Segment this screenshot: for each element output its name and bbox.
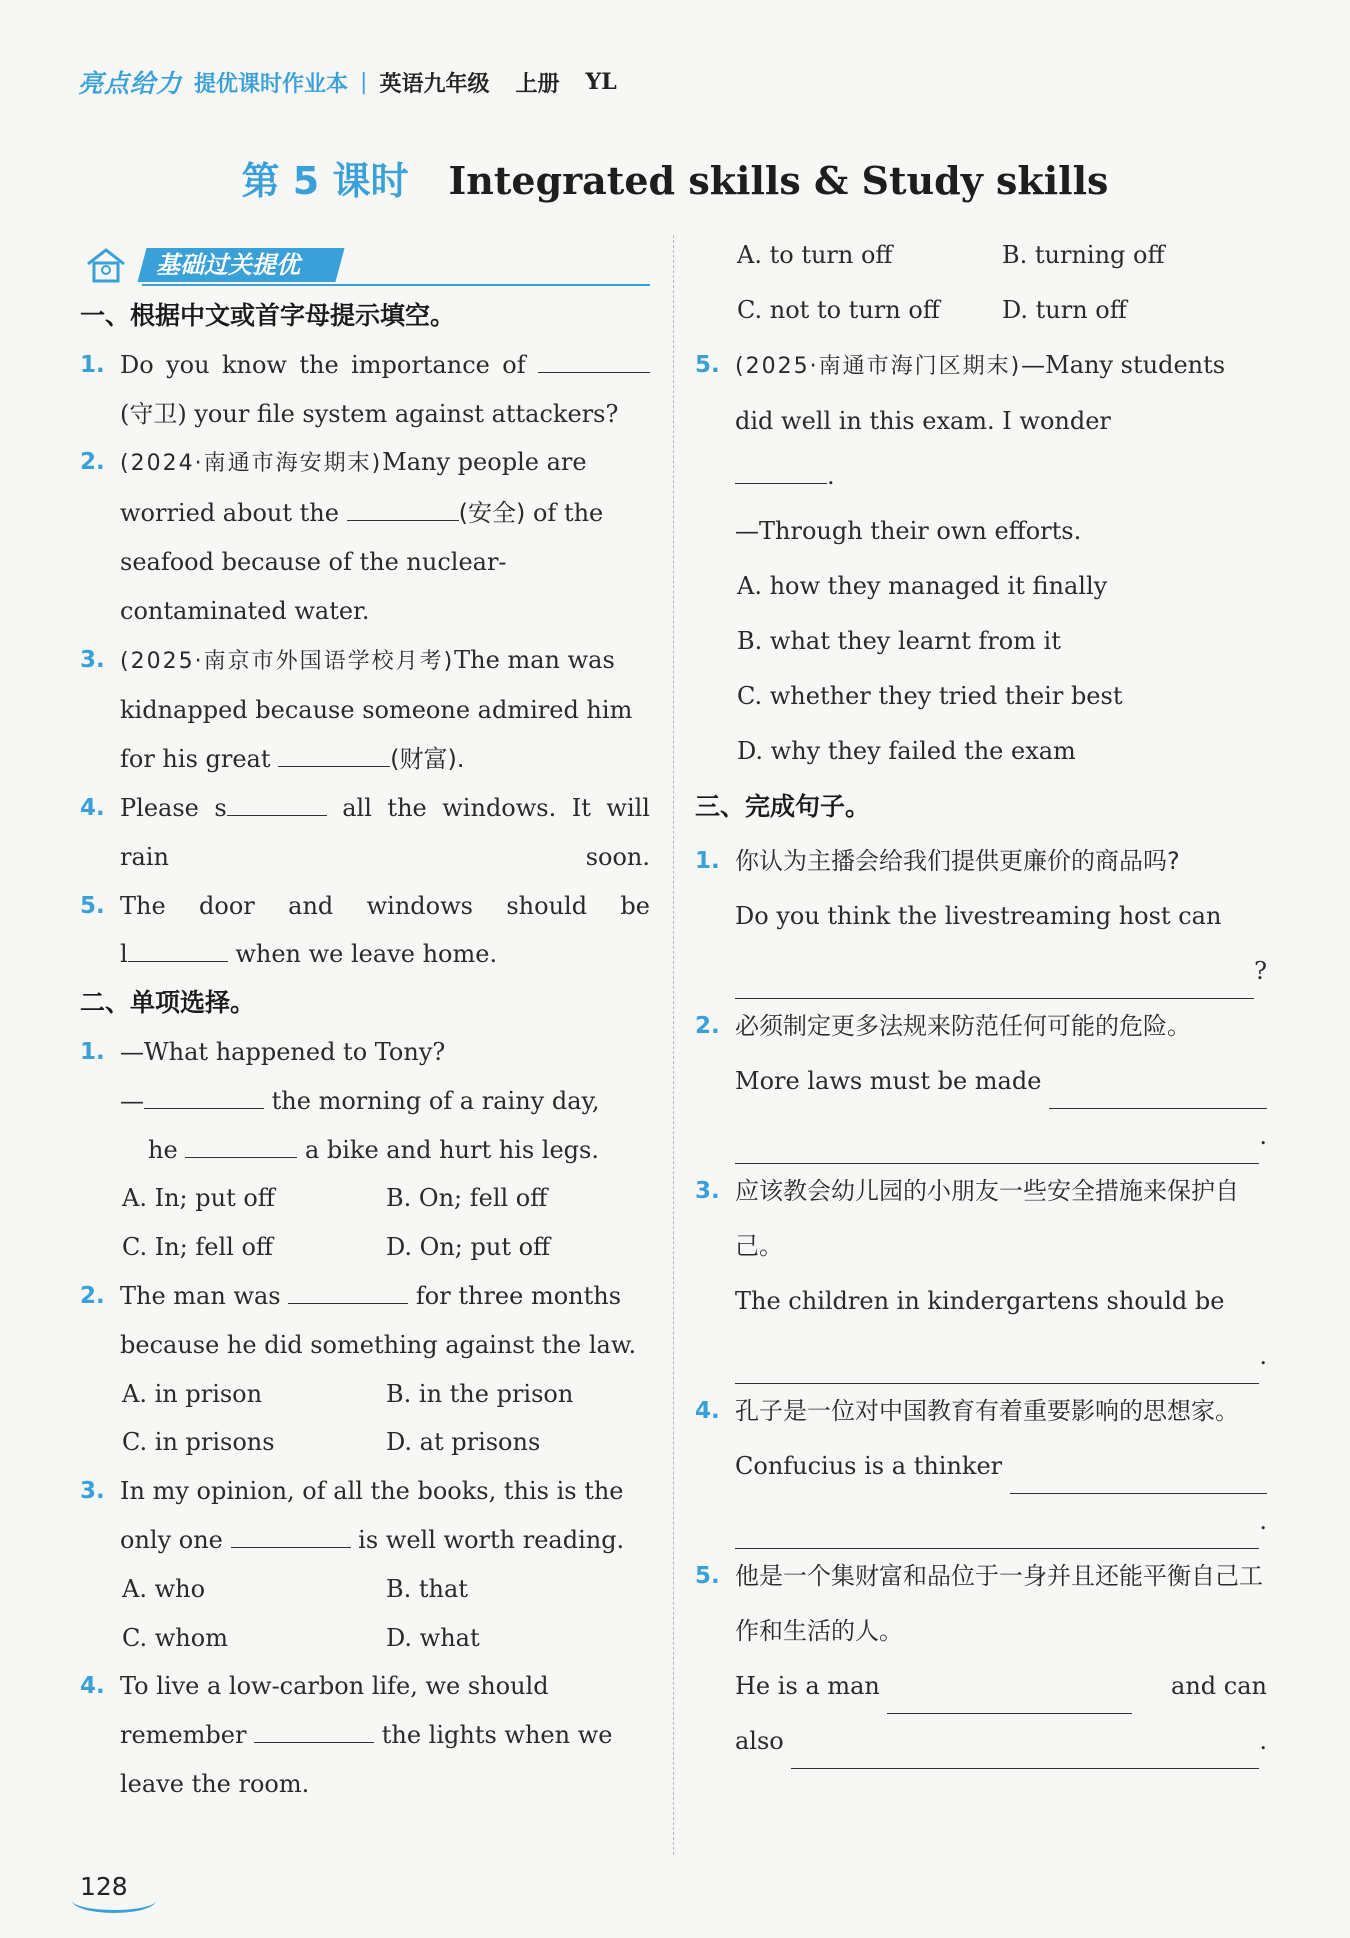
option-b[interactable]: B. On; fell off: [386, 1184, 548, 1213]
answer-line[interactable]: [887, 1683, 1132, 1714]
question-number: 5.: [695, 352, 720, 378]
option-d[interactable]: D. On; put off: [386, 1233, 551, 1262]
answer-blank[interactable]: [144, 1082, 264, 1109]
option-a[interactable]: A. In; put off: [122, 1184, 275, 1213]
question-number: 4.: [80, 794, 105, 821]
question-number: 2.: [80, 1282, 105, 1309]
option-a[interactable]: A. how they managed it finally: [737, 572, 1108, 600]
option-a[interactable]: A. who: [122, 1574, 206, 1603]
option-d[interactable]: D. at prisons: [386, 1428, 541, 1457]
part1-q1: 1. Do you know the importance of (守卫) your file system against attackers?: [80, 341, 650, 439]
answer-blank[interactable]: [347, 494, 459, 521]
part1-heading: 一、根据中文或首字母提示填空。: [80, 301, 456, 330]
question-number: 2.: [80, 449, 105, 476]
question-number: 4.: [695, 1398, 720, 1424]
question-source: (2025·南京市外国语学校月考): [120, 648, 455, 674]
part3-q5: 5. 他是一个集财富和品位于一身并且还能平衡自己工作和生活的人。 He is a man and can also .: [695, 1549, 1267, 1769]
answer-blank[interactable]: [254, 1716, 374, 1743]
left-column: [80, 242, 650, 1809]
page-header: [78, 62, 617, 102]
part1-q3: 3. (2025·南京市外国语学校月考)The man was kidnapped because someone admired him for his great (财富).: [80, 636, 650, 784]
answer-line[interactable]: [735, 968, 1254, 999]
answer-blank[interactable]: [288, 1277, 408, 1304]
lesson-number: 第 5 课时: [241, 159, 409, 203]
banner-rule: [142, 284, 650, 286]
page-title: [0, 150, 1350, 205]
answer-blank[interactable]: [227, 789, 327, 816]
answer-blank[interactable]: [128, 935, 228, 962]
answer-line[interactable]: [791, 1738, 1259, 1769]
page-number: 128: [80, 1872, 128, 1901]
answer-blank[interactable]: [735, 457, 827, 484]
answer-blank[interactable]: [278, 740, 390, 767]
option-c[interactable]: C. in prisons: [122, 1428, 275, 1457]
series-name: 提优课时作业本: [194, 71, 349, 97]
part1-q5: 5. The door and windows should be l when we leave home.: [80, 882, 650, 980]
right-column: [695, 228, 1267, 1769]
part2-q5: 5. (2025·南通市海门区期末)—Many students did well in this exam. I wonder . —Through their own efforts.: [695, 338, 1267, 559]
grade-label: 英语九年级: [379, 71, 490, 97]
part2-q1-options: [80, 1174, 650, 1272]
question-number: 5.: [695, 1563, 720, 1589]
part3-q1: 1. 你认为主播会给我们提供更廉价的商品吗? Do you think the livestreaming host can ?: [695, 834, 1267, 999]
banner-tag: 基础过关提优: [137, 248, 344, 282]
part2-q4: 4. To live a low-carbon life, we should remember the lights when we leave the room.: [80, 1662, 650, 1808]
option-a[interactable]: A. in prison: [122, 1379, 263, 1408]
option-d[interactable]: D. why they failed the exam: [737, 737, 1076, 765]
part2-heading: 二、单项选择。: [80, 988, 256, 1018]
option-c[interactable]: C. whom: [122, 1623, 228, 1652]
part3-heading: 三、完成句子。: [695, 792, 871, 821]
version-label: YL: [585, 69, 617, 95]
question-source: (2024·南通市海安期末): [120, 451, 383, 477]
part1-q4: 4. Please s all the windows. It will rain soon.: [80, 784, 650, 882]
option-c[interactable]: C. In; fell off: [122, 1233, 273, 1262]
question-number: 4.: [80, 1673, 105, 1700]
column-divider: [673, 235, 674, 1855]
answer-line[interactable]: [1049, 1078, 1267, 1109]
part2-q3-options: [80, 1565, 650, 1663]
question-number: 5.: [80, 892, 105, 919]
home-icon: [84, 246, 128, 284]
answer-blank[interactable]: [231, 1521, 351, 1548]
option-d[interactable]: D. what: [386, 1623, 480, 1652]
part2-q1: 1. —What happened to Tony? — the morning of a rainy day, he a bike and hurt his legs.: [80, 1028, 650, 1174]
answer-line[interactable]: [735, 1518, 1259, 1549]
part2-q2: 2. The man was for three months because he did something against the law.: [80, 1272, 650, 1370]
answer-line[interactable]: [1010, 1463, 1267, 1494]
option-a[interactable]: A. to turn off: [737, 241, 893, 269]
question-number: 1.: [695, 848, 720, 874]
question-number: 2.: [695, 1013, 720, 1039]
question-number: 3.: [80, 1478, 105, 1505]
option-c[interactable]: C. whether they tried their best: [737, 682, 1123, 710]
part1-q2: 2. (2024·南通市海安期末)Many people are worried about the (安全) of the seafood because of the nuclear-contaminated water.: [80, 438, 650, 635]
part2-q2-options: [80, 1370, 650, 1468]
option-b[interactable]: B. that: [386, 1574, 468, 1603]
part2-q5-options: [695, 559, 1267, 779]
question-number: 1.: [80, 351, 105, 378]
answer-blank[interactable]: [185, 1131, 297, 1158]
option-b[interactable]: B. turning off: [1002, 241, 1165, 269]
brand-logo: 亮点给力: [78, 69, 183, 98]
question-number: 3.: [695, 1178, 720, 1204]
part3-q3: 3. 应该教会幼儿园的小朋友一些安全措施来保护自己。 The children in kindergartens should be .: [695, 1164, 1267, 1384]
option-c[interactable]: C. not to turn off: [737, 296, 940, 324]
section-banner: [80, 242, 650, 288]
part3-q4: 4. 孔子是一位对中国教育有着重要影响的思想家。 Confucius is a thinker .: [695, 1384, 1267, 1549]
question-number: 3.: [80, 646, 105, 673]
option-b[interactable]: B. what they learnt from it: [737, 627, 1061, 655]
header-separator: |: [360, 69, 368, 95]
answer-blank[interactable]: [538, 346, 650, 373]
answer-line[interactable]: [735, 1353, 1259, 1384]
part2-q3: 3. In my opinion, of all the books, this is the only one is well worth reading.: [80, 1467, 650, 1565]
option-b[interactable]: B. in the prison: [386, 1379, 574, 1408]
question-number: 1.: [80, 1038, 105, 1065]
option-d[interactable]: D. turn off: [1002, 296, 1127, 324]
answer-line[interactable]: [735, 1133, 1259, 1164]
part2-q4-options: [695, 228, 1267, 338]
question-source: (2025·南通市海门区期末): [735, 354, 1022, 379]
page-number-decoration: [72, 1888, 156, 1913]
lesson-topic: Integrated skills & Study skills: [448, 158, 1109, 203]
part3-q2: 2. 必须制定更多法规来防范任何可能的危险。 More laws must be made .: [695, 999, 1267, 1164]
volume-label: 上册: [515, 71, 560, 97]
